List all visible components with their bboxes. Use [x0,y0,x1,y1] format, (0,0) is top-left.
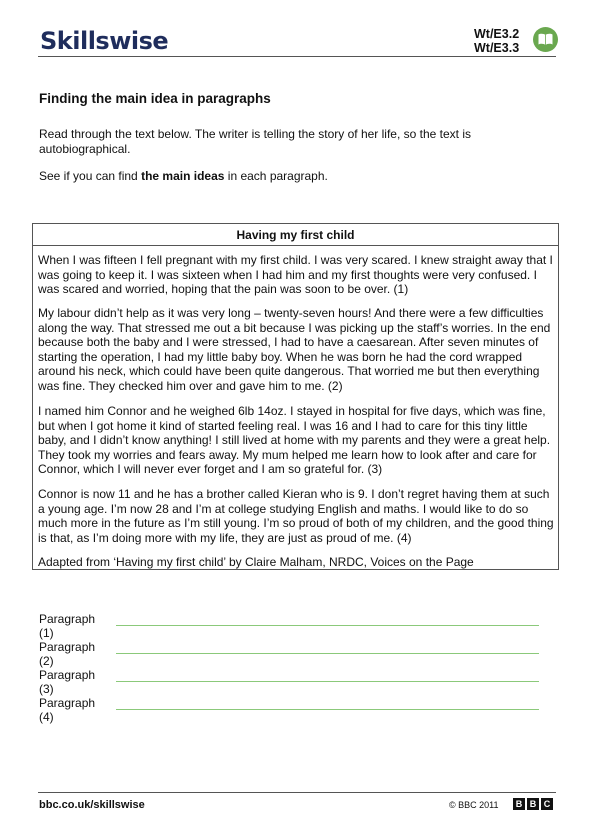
answer-label-3: Paragraph (3) [39,668,96,696]
footer-url[interactable]: bbc.co.uk/skillswise [39,799,145,811]
instruction-text-before: See if you can find [39,169,142,183]
answer-line-1[interactable] [116,625,539,626]
answer-label-1: Paragraph (1) [39,612,96,640]
bbc-logo-letter-1: B [513,798,525,810]
instruction-text-bold: the main ideas [141,169,225,183]
curriculum-codes [474,27,519,55]
bbc-logo [513,798,553,810]
header-divider [38,56,556,57]
bbc-logo-letter-3: C [541,798,553,810]
story-title-divider [33,245,558,246]
answer-label-4: Paragraph (4) [39,696,96,724]
intro-text: Read through the text below. The writer is telling the story of her life, so the text is autobiographical. [39,127,471,156]
page-title: Finding the main idea in paragraphs [39,91,271,106]
answer-line-2[interactable] [116,653,539,654]
answer-line-4[interactable] [116,709,539,710]
story-paragraph-4: Connor is now 11 and he has a brother called Kieran who is 9. I don’t regret having them at such a young age. I’m now 28 and I’m at college studying English and maths. I would like to do so much more in the future as I’m still young. I’m so proud of both of my children, and the good thing is that, as I’m doing more with my life, they are just as proud of me. (4) [38,487,554,545]
instruction-text-after: in each paragraph. [224,169,328,183]
instruction-text [39,169,328,184]
footer-divider [38,792,556,793]
story-paragraph-2: My labour didn’t help as it was very long – twenty-seven hours! And there were a few difficulties along the way. That stressed me out a bit because I was picking up the staff’s worries. In the end because both the baby and I were stressed, I had to have a caesarean. After seven minutes of starting the operation, I had my little baby boy. When he was born he had the cord wrapped around his neck, which could have been quite dangerous. That worried me but then everything was fine. They checked him over and gave him to me. (2) [38,306,551,393]
bbc-logo-letter-2: B [527,798,539,810]
answer-label-2: Paragraph (2) [39,640,96,668]
curriculum-code-2: Wt/E3.3 [474,41,520,55]
story-title: Having my first child [236,228,355,242]
skillswise-logo: Skillswise [40,27,169,55]
story-box [32,223,559,570]
answer-line-3[interactable] [116,681,539,682]
footer-copyright: © BBC 2011 [449,800,499,810]
story-paragraph-1: When I was fifteen I fell pregnant with my first child. I was very scared. I knew straight away that I was going to keep it. I was sixteen when I had him and my first thoughts were very confused. I was scared and worried, hoping that the pain was soon to be over. (1) [38,253,553,297]
story-paragraph-3: I named him Connor and he weighed 6lb 14oz. I stayed in hospital for five days, which was fine, but when I got home it kind of started feeling real. I was 16 and I had to care for this tiny little baby, and I didn’t know anything! I still lived at home with my parents and they were a great help. They took my worries and fears away. My mum helped me learn how to look after and care for Connor, which I will never ever forget and I am so grateful for. (3) [38,404,551,477]
story-source: Adapted from ‘Having my first child’ by Claire Malham, NRDC, Voices on the Page [38,555,474,569]
curriculum-code-1: Wt/E3.2 [474,27,520,41]
open-book-icon [533,27,558,52]
